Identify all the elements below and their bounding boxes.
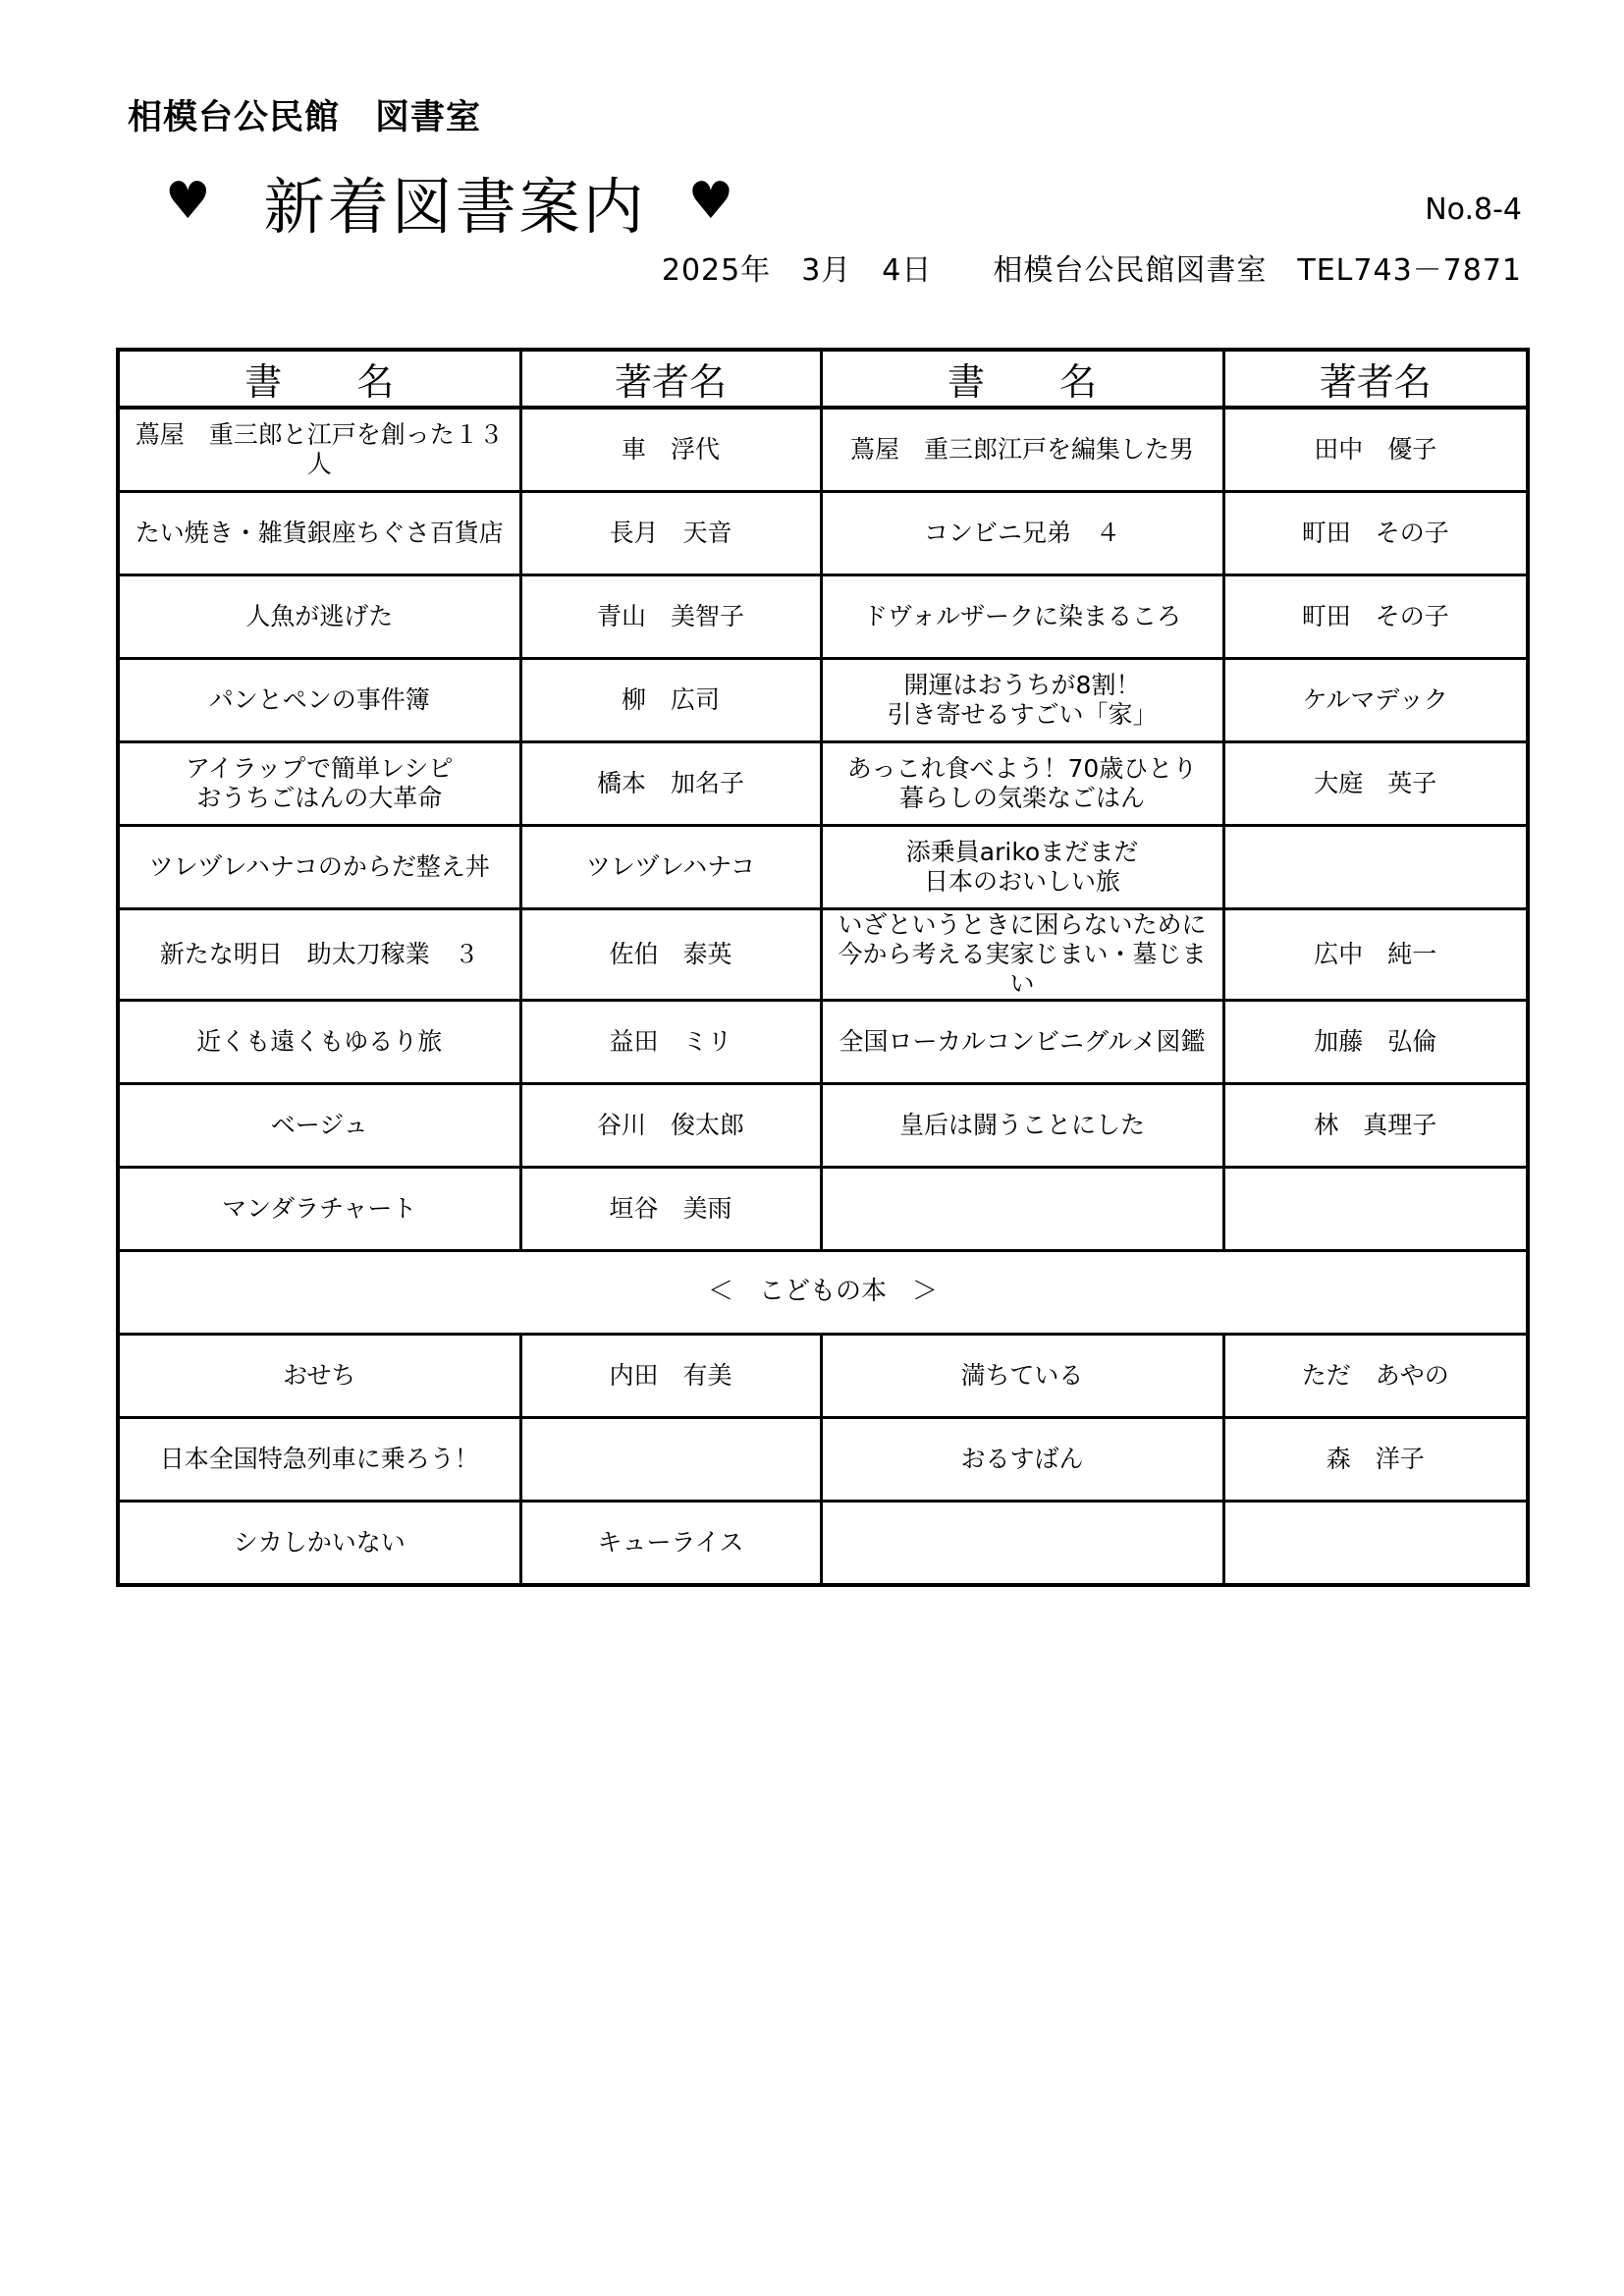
book-title: 皇后は闘うことにした: [821, 1084, 1223, 1168]
book-title: [821, 1168, 1223, 1251]
book-title: [821, 1502, 1223, 1586]
table-header-row: [118, 350, 1528, 408]
book-title: 添乗員arikoまだまだ 日本のおいしい旅: [821, 826, 1223, 909]
table-row: [118, 1502, 1528, 1586]
book-author: 佐伯 泰英: [520, 909, 821, 1001]
table-row: [118, 492, 1528, 575]
book-title: いざというときに困らないために 今から考える実家じまい・墓じまい: [821, 909, 1223, 1001]
book-author: 青山 美智子: [520, 575, 821, 659]
heart-icon-left: ♥: [165, 172, 211, 231]
book-author: 町田 その子: [1223, 575, 1528, 659]
book-title: パンとペンの事件簿: [118, 659, 520, 742]
book-author: [1223, 826, 1528, 909]
book-author: 柳 広司: [520, 659, 821, 742]
table-row: [118, 1335, 1528, 1418]
book-author: ツレヅレハナコ: [520, 826, 821, 909]
book-title: あっこれ食べよう！70歳ひとり 暮らしの気楽なごはん: [821, 742, 1223, 826]
table-row: [118, 408, 1528, 492]
book-author: [1223, 1502, 1528, 1586]
section-row: [118, 1251, 1528, 1335]
table-row: [118, 909, 1528, 1001]
book-title: 人魚が逃げた: [118, 575, 520, 659]
book-author: 車 浮代: [520, 408, 821, 492]
book-author: 加藤 弘倫: [1223, 1001, 1528, 1084]
book-author: 大庭 英子: [1223, 742, 1528, 826]
book-author: 森 洋子: [1223, 1418, 1528, 1502]
table-row: [118, 742, 1528, 826]
book-author: [1223, 1168, 1528, 1251]
column-header-title: 書 名: [118, 350, 520, 408]
table-row: [118, 1168, 1528, 1251]
book-author: キューライス: [520, 1502, 821, 1586]
book-title: シカしかいない: [118, 1502, 520, 1586]
new-books-table: [116, 348, 1530, 1587]
column-header-author: 著者名: [520, 350, 821, 408]
book-author: 広中 純一: [1223, 909, 1528, 1001]
book-title: おるすばん: [821, 1418, 1223, 1502]
heart-icon-right: ♥: [687, 172, 734, 231]
table-row: [118, 826, 1528, 909]
library-name: 相模台公民館 図書室: [128, 98, 482, 137]
book-title: 近くも遠くもゆるり旅: [118, 1001, 520, 1084]
book-title: マンダラチャート: [118, 1168, 520, 1251]
book-author: ケルマデック: [1223, 659, 1528, 742]
issue-number: No.8-4: [1425, 192, 1522, 227]
date-and-contact: 2025年 3月 4日 相模台公民館図書室 TEL743－7871: [661, 253, 1522, 288]
book-author: ただ あやの: [1223, 1335, 1528, 1418]
book-title: ドヴォルザークに染まるころ: [821, 575, 1223, 659]
book-author: 町田 その子: [1223, 492, 1528, 575]
table-row: [118, 575, 1528, 659]
table-row: [118, 1084, 1528, 1168]
table-row: [118, 1418, 1528, 1502]
book-author: 林 真理子: [1223, 1084, 1528, 1168]
book-title: 日本全国特急列車に乗ろう！: [118, 1418, 520, 1502]
book-author: 垣谷 美雨: [520, 1168, 821, 1251]
table-row: [118, 659, 1528, 742]
book-title: おせち: [118, 1335, 520, 1418]
book-title: 蔦屋 重三郎と江戸を創った１３人: [118, 408, 520, 492]
book-title: 満ちている: [821, 1335, 1223, 1418]
book-author: 内田 有美: [520, 1335, 821, 1418]
column-header-title: 書 名: [821, 350, 1223, 408]
book-title: コンビニ兄弟 ４: [821, 492, 1223, 575]
book-author: 益田 ミリ: [520, 1001, 821, 1084]
book-title: 開運はおうちが8割！ 引き寄せるすごい「家」: [821, 659, 1223, 742]
book-title: アイラップで簡単レシピ おうちごはんの大革命: [118, 742, 520, 826]
page-title: 新着図書案内: [263, 170, 647, 243]
column-header-author: 著者名: [1223, 350, 1528, 408]
book-title: 全国ローカルコンビニグルメ図鑑: [821, 1001, 1223, 1084]
book-title: 蔦屋 重三郎江戸を編集した男: [821, 408, 1223, 492]
book-author: 田中 優子: [1223, 408, 1528, 492]
book-title: たい焼き・雑貨銀座ちぐさ百貨店: [118, 492, 520, 575]
table-row: [118, 1001, 1528, 1084]
book-title: ベージュ: [118, 1084, 520, 1168]
childrens-books-heading: ＜ こどもの本 ＞: [118, 1251, 1528, 1335]
book-author: 橋本 加名子: [520, 742, 821, 826]
book-author: 谷川 俊太郎: [520, 1084, 821, 1168]
book-author: 長月 天音: [520, 492, 821, 575]
book-title: 新たな明日 助太刀稼業 ３: [118, 909, 520, 1001]
book-author: [520, 1418, 821, 1502]
book-title: ツレヅレハナコのからだ整え丼: [118, 826, 520, 909]
title-row: [165, 157, 733, 246]
